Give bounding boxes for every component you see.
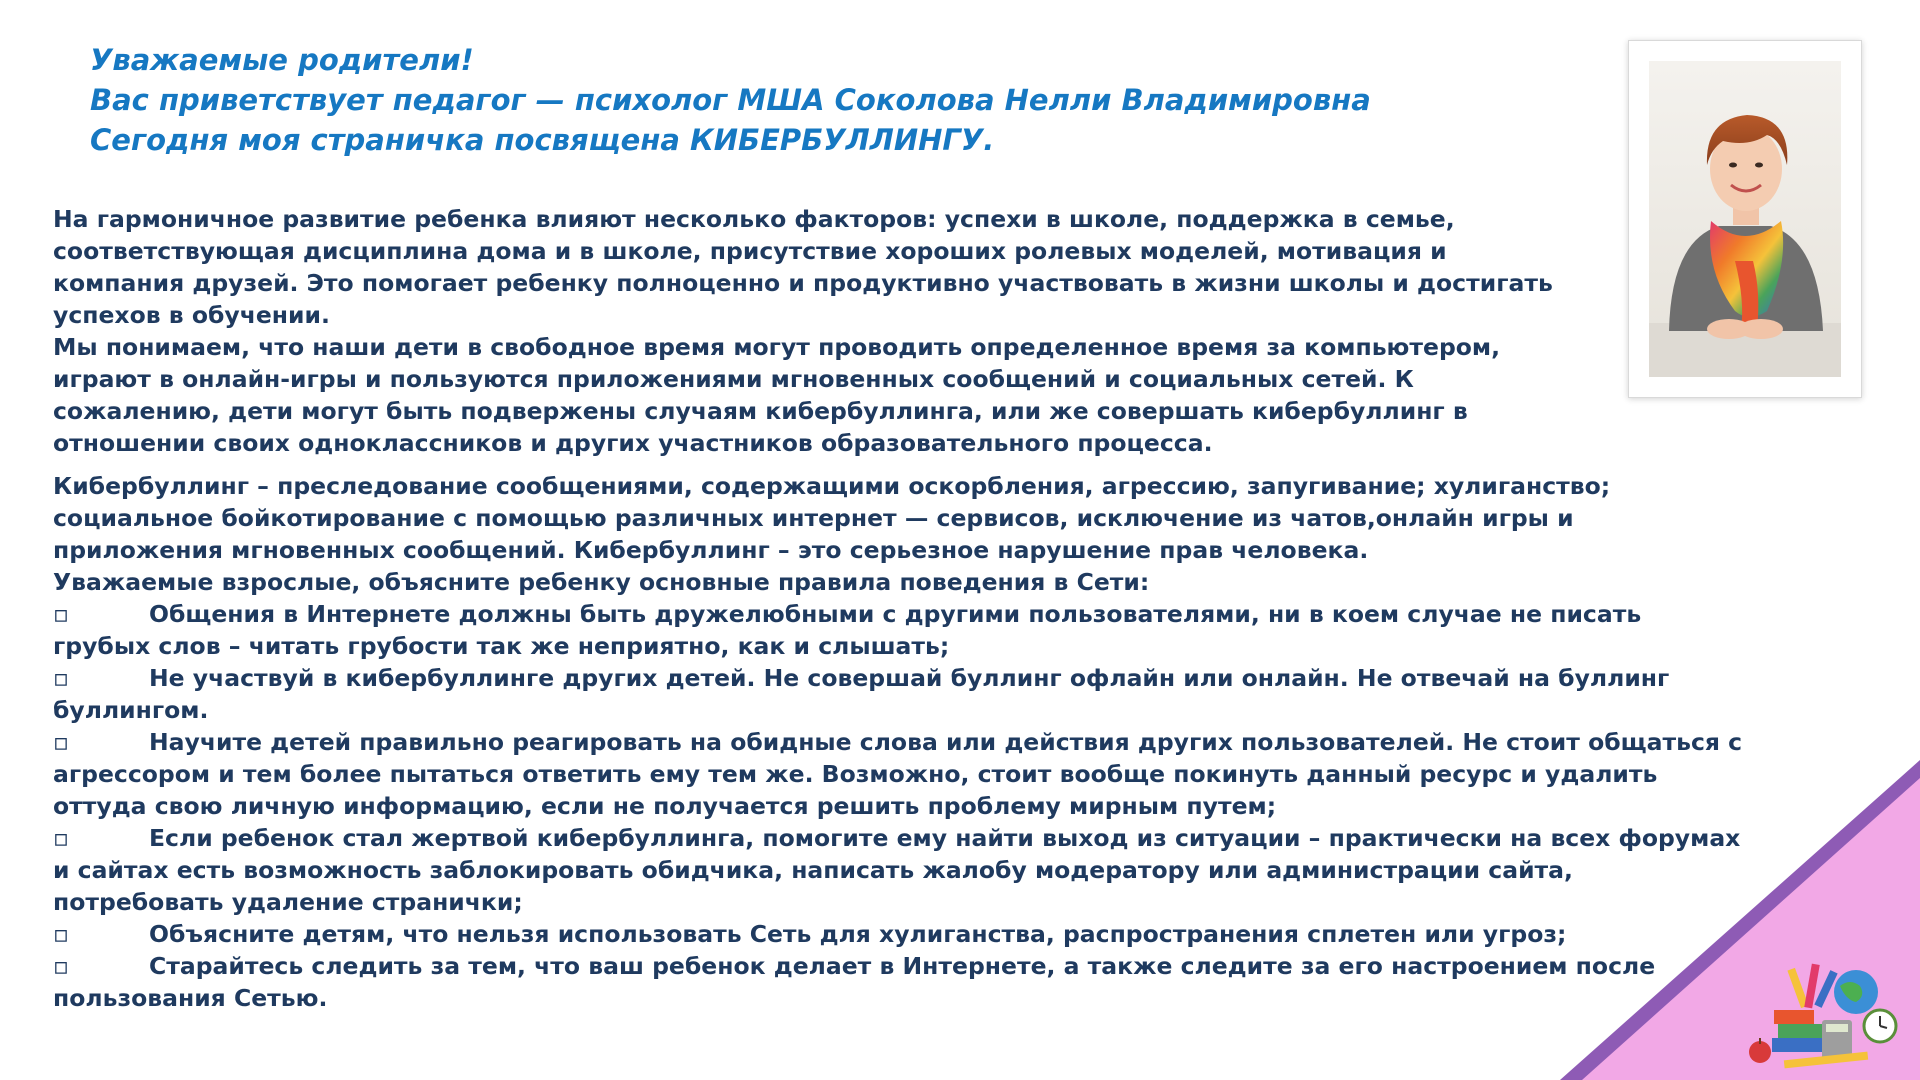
rule-text: Объясните детям, что нельзя использовать Сеть для хулиганства, распространения сплетен или угроз; [149,920,1567,948]
list-item [53,662,1743,726]
list-item [53,822,1743,918]
bullet-icon: ▫ [53,664,69,692]
rules-list [53,598,1743,1014]
decorative-corner [1560,760,1920,1080]
bullet-icon: ▫ [53,600,69,628]
rule-text: Старайтесь следить за тем, что ваш ребенок делает в Интернете, а также следите за его настроением после пользования Сетью. [53,952,1656,1012]
bullet-icon: ▫ [53,824,69,852]
intro-paragraph-1: На гармоничное развитие ребенка влияют несколько факторов: успехи в школе, поддержка в семье, соответствующая дисциплина дома и в школе, присутствие хороших ролевых моделей, мотивация и компания друзей. Это помогает ребенку полноценно и продуктивно участвовать в жизни школы и достигать успехов в обучении. [53,205,1553,329]
bullet-icon: ▫ [53,920,69,948]
greeting-line-2: Вас приветствует педагог — психолог МША Соколова Нелли Владимировна [90,83,1371,117]
list-item [53,950,1743,1014]
portrait-frame [1628,40,1862,398]
greeting-line-1: Уважаемые родители! [90,43,474,77]
rule-text: Если ребенок стал жертвой кибербуллинга, помогите ему найти выход из ситуации – практически на всех форумах и сайтах есть возможность заблокировать обидчика, написать жалобу модератору или администрации сайта, потребовать удаление странички; [53,824,1741,916]
rule-text: Научите детей правильно реагировать на обидные слова или действия других пользователей. Не стоит общаться с агрессором и тем более пытаться ответить ему тем же. Возможно, стоит вообще покинуть данный ресурс и удалить оттуда свою личную информацию, если не получается решить проблему мирным путем; [53,728,1743,820]
portrait-photo-icon [1649,61,1841,377]
bullet-icon: ▫ [53,728,69,756]
list-item [53,726,1743,822]
rule-text: Не участвуй в кибербуллинге других детей. Не совершай буллинг офлайн или онлайн. Не отвечай на буллинг буллингом. [53,664,1670,724]
bullet-icon: ▫ [53,952,69,980]
list-item [53,918,1743,950]
definition-block [53,470,1743,1014]
list-item [53,598,1743,662]
rules-intro: Уважаемые взрослые, объясните ребенку основные правила поведения в Сети: [53,568,1150,596]
rule-text: Общения в Интернете должны быть дружелюбными с другими пользователями, ни в коем случае не писать грубых слов – читать грубости так же неприятно, как и слышать; [53,600,1642,660]
greeting-line-3: Сегодня моя страничка посвящена КИБЕРБУЛЛИНГУ. [90,123,995,157]
greeting-block [90,40,1540,160]
intro-block [53,203,1573,459]
intro-paragraph-2: Мы понимаем, что наши дети в свободное время могут проводить определенное время за компьютером, играют в онлайн-игры и пользуются приложениями мгновенных сообщений и социальных сетей. К сожалению, дети могут быть подвержены случаям кибербуллинга, или же совершать кибербуллинг в отношении своих одноклассников и других участников образовательного процесса. [53,333,1501,457]
definition-paragraph: Кибербуллинг – преследование сообщениями, содержащими оскорбления, агрессию, запугивание; хулиганство; социальное бойкотирование с помощью различных интернет — сервисов, исключение из чатов,онлайн игры и приложения мгновенных сообщений. Кибербуллинг – это серьезное нарушение прав человека. [53,472,1611,564]
